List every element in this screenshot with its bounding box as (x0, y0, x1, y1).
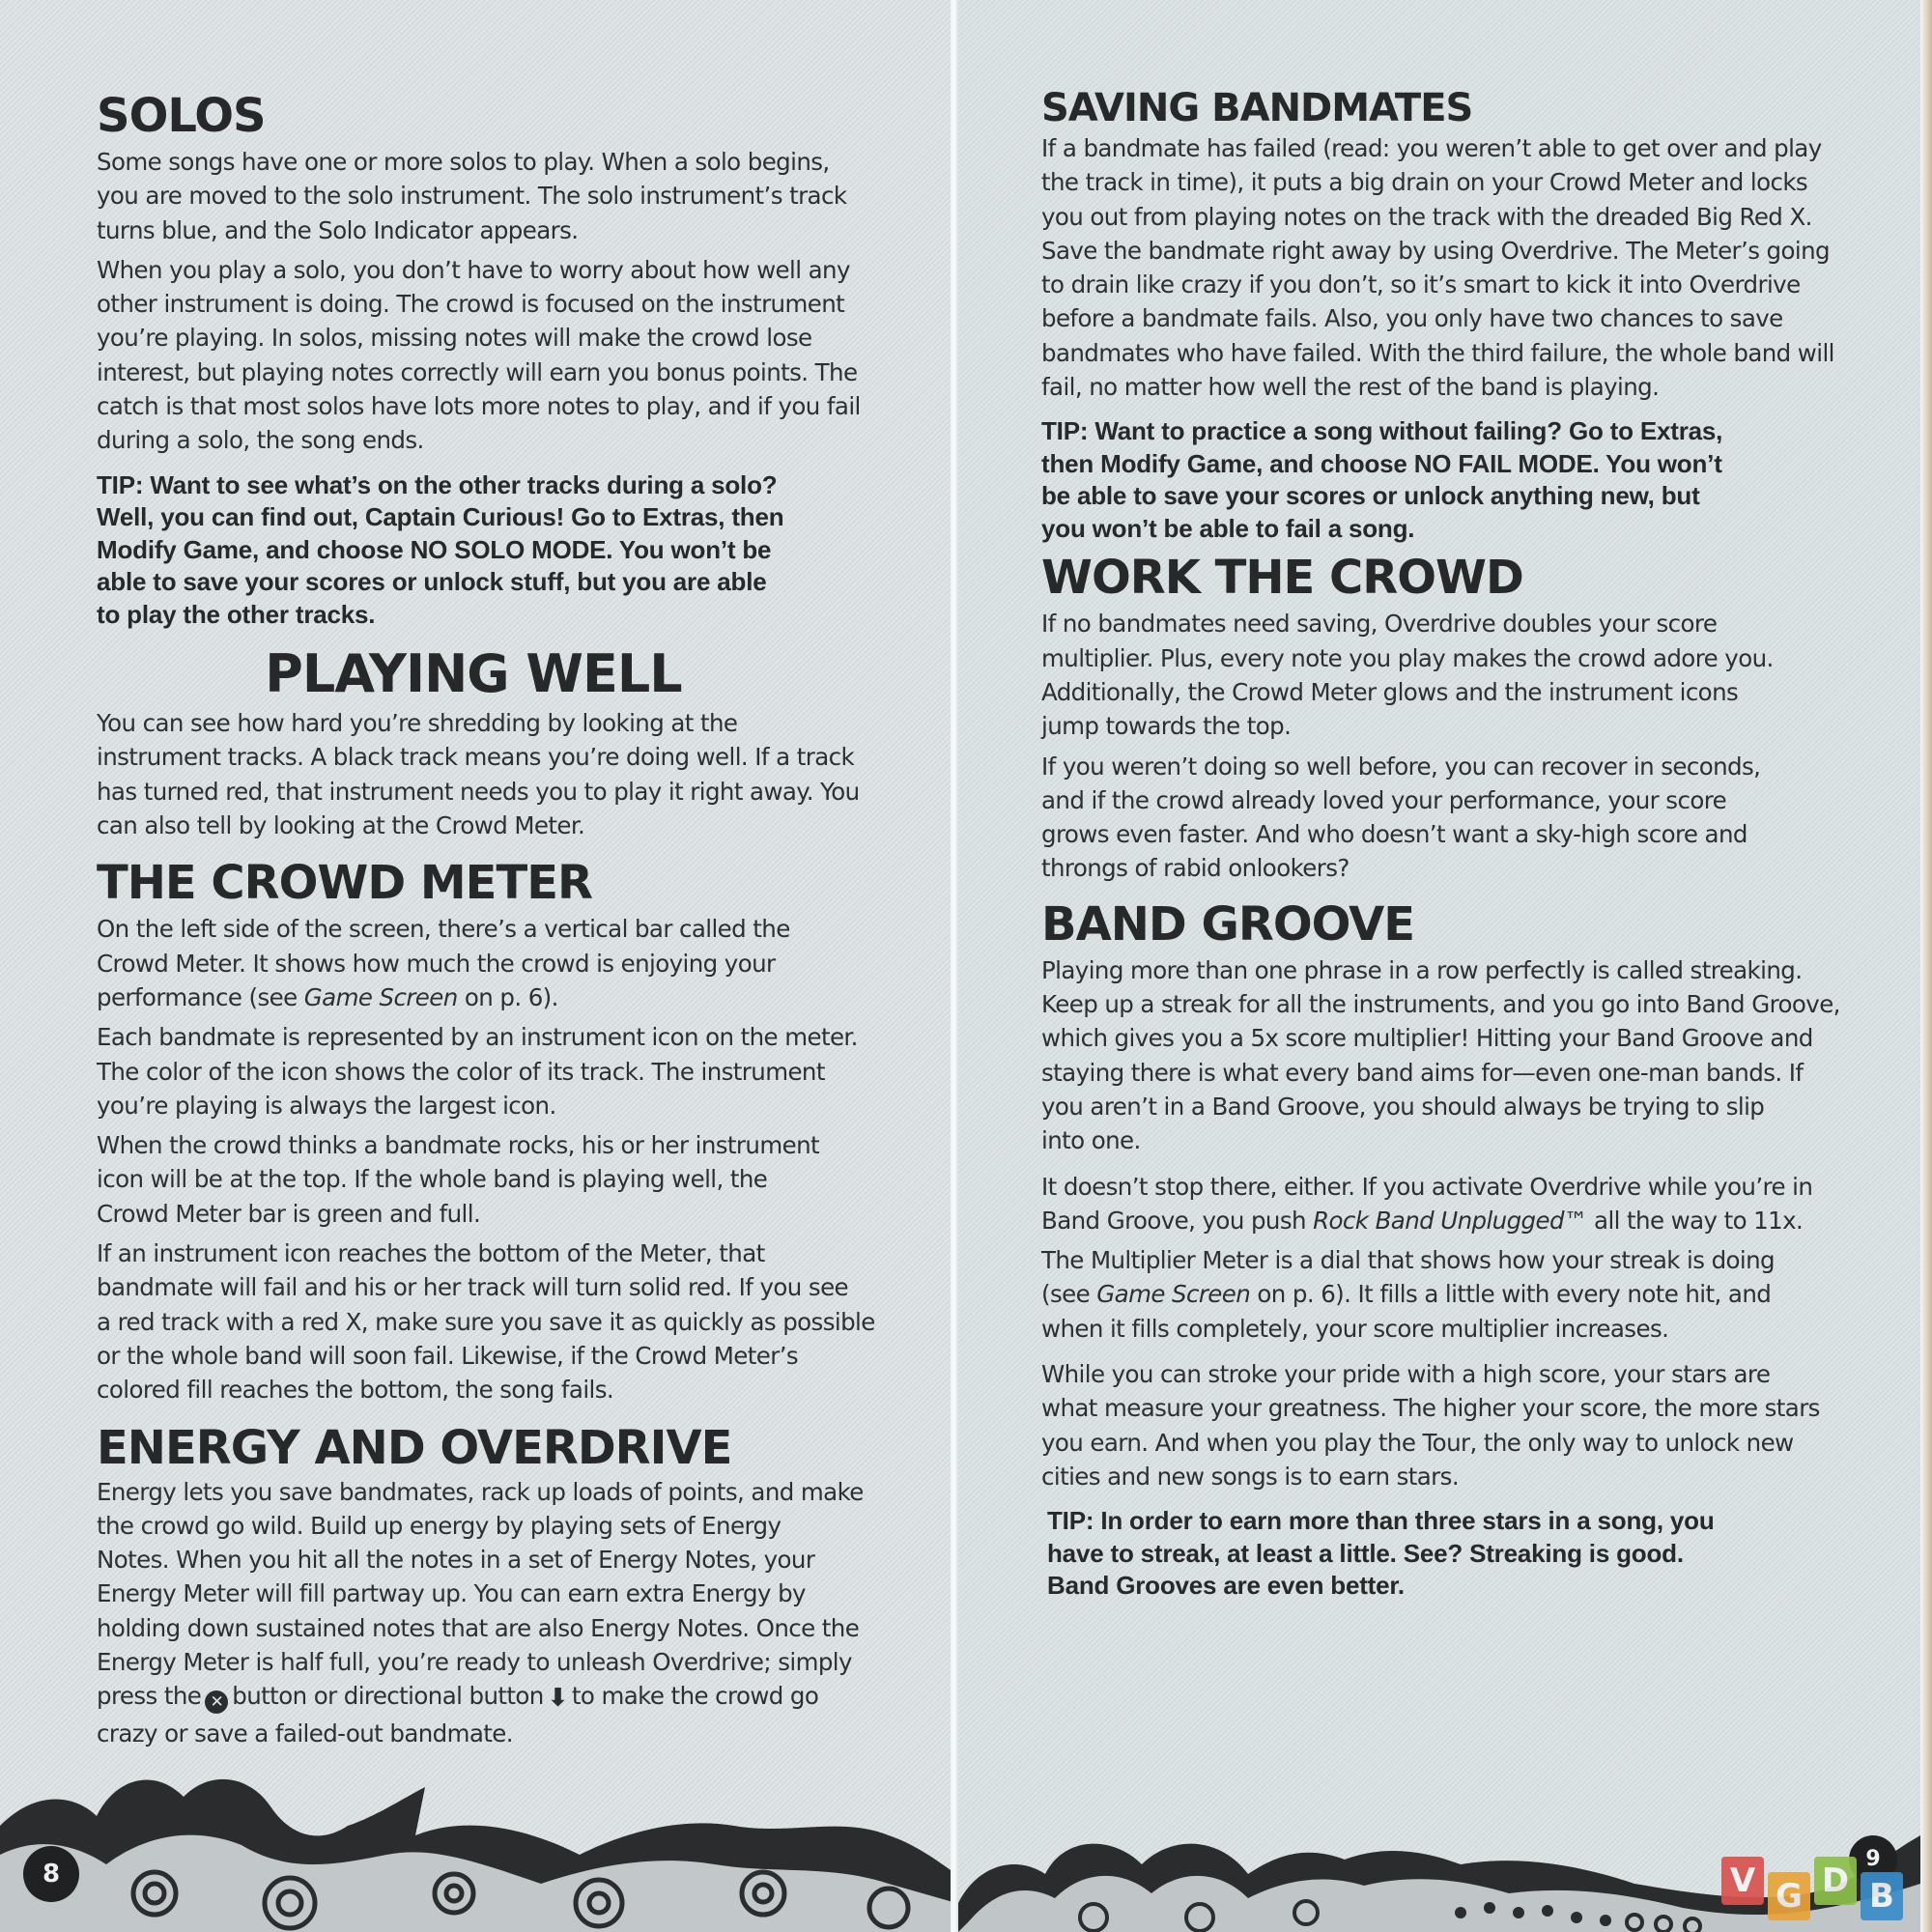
solos-paragraph-1 (97, 145, 889, 247)
band-groove-paragraph-3 (1041, 1243, 1891, 1346)
text-line: If a bandmate has failed (read: you weren’t able to get over and play (1041, 134, 1822, 162)
text-line: or the whole band will soon fail. Likewise, if the Crowd Meter’s (97, 1341, 799, 1370)
tip-line: able to save your scores or unlock stuff, but you are able (97, 567, 767, 597)
text-fragment: press the (97, 1682, 202, 1711)
text-line: It doesn’t stop there, either. If you activate Overdrive while you’re in (1041, 1172, 1813, 1201)
text-line: When you play a solo, you don’t have to worry about how well any (97, 255, 850, 284)
heading-band-groove: BAND GROOVE (1041, 896, 1415, 952)
text-line: the crowd go wild. Build up energy by playing sets of Energy (97, 1511, 781, 1540)
text-line: holding down sustained notes that are also Energy Notes. Once the (97, 1613, 860, 1642)
right-column (1041, 86, 1891, 1603)
vgdb-logo-tile: G (1768, 1872, 1810, 1920)
x-button-icon: ✕ (205, 1690, 228, 1714)
vgdb-logo-tile: B (1861, 1872, 1903, 1920)
heading-playing-well: PLAYING WELL (265, 643, 682, 705)
crowd-meter-paragraph-4 (97, 1236, 889, 1406)
tip-line: to play the other tracks. (97, 599, 376, 629)
text-line: bandmate will fail and his or her track will turn solid red. If you see (97, 1273, 849, 1302)
solos-paragraph-2 (97, 253, 889, 458)
text-fragment: on p. 6). It fills a little with every note hit, and (1250, 1280, 1772, 1309)
text-fragment: (see (1041, 1280, 1097, 1309)
text-line: Keep up a streak for all the instruments, and you go into Band Groove, (1041, 990, 1840, 1019)
text-line: to drain like crazy if you don’t, so it’s smart to kick it into Overdrive (1041, 270, 1801, 299)
text-line: you out from playing notes on the track with the dreaded Big Red X. (1041, 202, 1812, 231)
text-line: Energy Meter is half full, you’re ready to unleash Overdrive; simply (97, 1648, 852, 1676)
game-screen-reference: Game Screen (1096, 1280, 1251, 1309)
text-line: you earn. And when you play the Tour, the only way to unlock new (1041, 1428, 1794, 1457)
text-line: Some songs have one or more solos to play. When a solo begins, (97, 148, 830, 176)
right-page (958, 0, 1920, 1932)
text-line: when it fills completely, your score multiplier increases. (1041, 1314, 1669, 1343)
text-line: Energy lets you save bandmates, rack up loads of points, and make (97, 1477, 864, 1506)
text-fragment: Band Groove, you push (1041, 1206, 1314, 1235)
text-line: grows even faster. And who doesn’t want a sky-high score and (1041, 820, 1747, 849)
page-number-right: 9 (1849, 1835, 1897, 1884)
text-line: The Multiplier Meter is a dial that shows how your streak is doing (1041, 1246, 1776, 1275)
left-column (97, 89, 889, 1750)
page-edge (1920, 0, 1932, 1932)
band-groove-paragraph-1 (1041, 953, 1891, 1158)
text-line: throngs of rabid onlookers? (1041, 854, 1350, 883)
text-fragment: all the way to 11x. (1586, 1206, 1804, 1235)
tip-line: have to streak, at least a little. See? Streaking is good. (1047, 1538, 1684, 1568)
vgdb-logo-tile: D (1814, 1857, 1857, 1905)
band-groove-paragraph-4 (1041, 1357, 1891, 1493)
text-line: crazy or save a failed-out bandmate. (97, 1719, 513, 1747)
vgdb-watermark-logo (1721, 1857, 1903, 1920)
text-line: The color of the icon shows the color of its track. The instrument (97, 1057, 825, 1086)
work-crowd-paragraph-2 (1041, 750, 1891, 886)
text-line: other instrument is doing. The crowd is focused on the instrument (97, 290, 845, 319)
heading-solos: SOLOS (97, 89, 266, 143)
page-number-left: 8 (23, 1846, 79, 1902)
saving-tip (1041, 415, 1891, 545)
tip-line: Modify Game, and choose NO SOLO MODE. You won’t be (97, 534, 772, 564)
text-line: Energy Meter will fill partway up. You can earn extra Energy by (97, 1579, 806, 1608)
text-line: you are moved to the solo instrument. The solo instrument’s track (97, 182, 847, 211)
text-line: While you can stroke your pride with a high score, your stars are (1041, 1360, 1771, 1389)
tip-line: TIP: Want to see what’s on the other tracks during a solo? (97, 469, 778, 499)
text-fragment: performance (see (97, 982, 304, 1011)
text-fragment: on p. 6). (457, 982, 558, 1011)
text-line: can also tell by looking at the Crowd Meter. (97, 811, 585, 840)
text-line: If an instrument icon reaches the bottom of the Meter, that (97, 1239, 765, 1268)
text-line: which gives you a 5x score multiplier! Hitting your Band Groove and (1041, 1024, 1813, 1053)
heading-saving-bandmates: SAVING BANDMATES (1041, 86, 1473, 130)
playing-well-paragraph (97, 706, 889, 842)
ornamental-border (0, 1758, 956, 1932)
text-line: jump towards the top. (1041, 712, 1292, 741)
game-screen-reference: Game Screen (303, 982, 458, 1011)
text-line: catch is that most solos have lots more notes to play, and if you fail (97, 392, 861, 421)
text-line: Notes. When you hit all the notes in a set of Energy Notes, your (97, 1546, 815, 1575)
text-line: On the left side of the screen, there’s a vertical bar called the (97, 915, 790, 944)
text-line: staying there is what every band aims for—even one-man bands. If (1041, 1058, 1804, 1087)
text-line (1041, 1277, 1891, 1311)
game-title-reference: Rock Band Unplugged™ (1313, 1206, 1587, 1235)
tip-line: be able to save your scores or unlock anything new, but (1041, 481, 1700, 511)
heading-energy-overdrive: ENERGY AND OVERDRIVE (97, 1420, 732, 1475)
crowd-meter-paragraph-2 (97, 1020, 889, 1122)
text-line: and if the crowd already loved your performance, your score (1041, 785, 1727, 814)
text-line: cities and new songs is to earn stars. (1041, 1462, 1460, 1491)
text-line: you’re playing. In solos, missing notes will make the crowd lose (97, 324, 812, 353)
vgdb-logo-tile: V (1721, 1857, 1764, 1905)
text-line: Each bandmate is represented by an instrument icon on the meter. (97, 1023, 858, 1052)
tip-line: Band Grooves are even better. (1047, 1571, 1405, 1601)
energy-paragraph (97, 1475, 889, 1750)
text-line: If no bandmates need saving, Overdrive doubles your score (1041, 610, 1718, 639)
crowd-meter-paragraph-3 (97, 1128, 889, 1231)
text-line: When the crowd thinks a bandmate rocks, his or her instrument (97, 1131, 820, 1160)
text-line: instrument tracks. A black track means you’re doing well. If a track (97, 743, 855, 772)
text-line (1041, 1204, 1891, 1237)
text-line: interest, but playing notes correctly will earn you bonus points. The (97, 357, 858, 386)
text-line: what measure your greatness. The higher your score, the more stars (1041, 1394, 1820, 1423)
text-line: You can see how hard you’re shredding by looking at the (97, 709, 738, 738)
text-line: you aren’t in a Band Groove, you should always be trying to slip (1041, 1092, 1765, 1121)
text-line: Crowd Meter bar is green and full. (97, 1199, 481, 1228)
text-line: before a bandmate fails. Also, you only have two chances to save (1041, 304, 1783, 333)
crowd-meter-paragraph-1 (97, 912, 889, 1014)
text-line: the track in time), it puts a big drain on your Crowd Meter and locks (1041, 168, 1808, 197)
text-line: has turned red, that instrument needs you to play it right away. You (97, 777, 860, 806)
text-line: into one. (1041, 1126, 1141, 1155)
text-line: bandmates who have failed. With the third failure, the whole band will (1041, 338, 1834, 367)
tip-line: Well, you can find out, Captain Curious! Go to Extras, then (97, 502, 784, 532)
text-line: Crowd Meter. It shows how much the crowd is enjoying your (97, 949, 776, 978)
text-line: icon will be at the top. If the whole band is playing well, the (97, 1165, 768, 1194)
text-line: turns blue, and the Solo Indicator appears. (97, 215, 579, 244)
heading-crowd-meter: THE CROWD METER (97, 856, 592, 911)
tip-line: then Modify Game, and choose NO FAIL MODE. You won’t (1041, 448, 1722, 478)
text-line: colored fill reaches the bottom, the song fails. (97, 1376, 614, 1405)
band-groove-tip (1041, 1505, 1891, 1603)
text-line: multiplier. Plus, every note you play makes the crowd adore you. (1041, 643, 1774, 672)
text-line: during a solo, the song ends. (97, 426, 424, 455)
text-line: Save the bandmate right away by using Overdrive. The Meter’s going (1041, 236, 1830, 265)
solos-tip (97, 469, 889, 632)
text-line (97, 1679, 889, 1716)
work-crowd-paragraph-1 (1041, 607, 1891, 743)
dpad-down-icon: ⬇ (547, 1684, 568, 1714)
heading-work-the-crowd: WORK THE CROWD (1041, 551, 1523, 606)
text-line: Additionally, the Crowd Meter glows and the instrument icons (1041, 677, 1739, 706)
saving-paragraph (1041, 131, 1891, 404)
text-line: you’re playing is always the largest icon. (97, 1091, 556, 1120)
text-line: Playing more than one phrase in a row perfectly is called streaking. (1041, 955, 1803, 984)
left-page (0, 0, 956, 1932)
text-fragment: to make the crowd go (571, 1682, 819, 1711)
text-line: a red track with a red X, make sure you save it as quickly as possible (97, 1307, 875, 1336)
text-line: If you weren’t doing so well before, you can recover in seconds, (1041, 752, 1761, 781)
text-line (97, 980, 889, 1014)
text-fragment: button or directional button (232, 1682, 544, 1711)
text-line: fail, no matter how well the rest of the band is playing. (1041, 373, 1660, 402)
tip-line: TIP: Want to practice a song without failing? Go to Extras, (1041, 416, 1723, 446)
tip-line: you won’t be able to fail a song. (1041, 513, 1415, 543)
band-groove-paragraph-2 (1041, 1170, 1891, 1238)
tip-line: TIP: In order to earn more than three stars in a song, you (1047, 1506, 1715, 1536)
